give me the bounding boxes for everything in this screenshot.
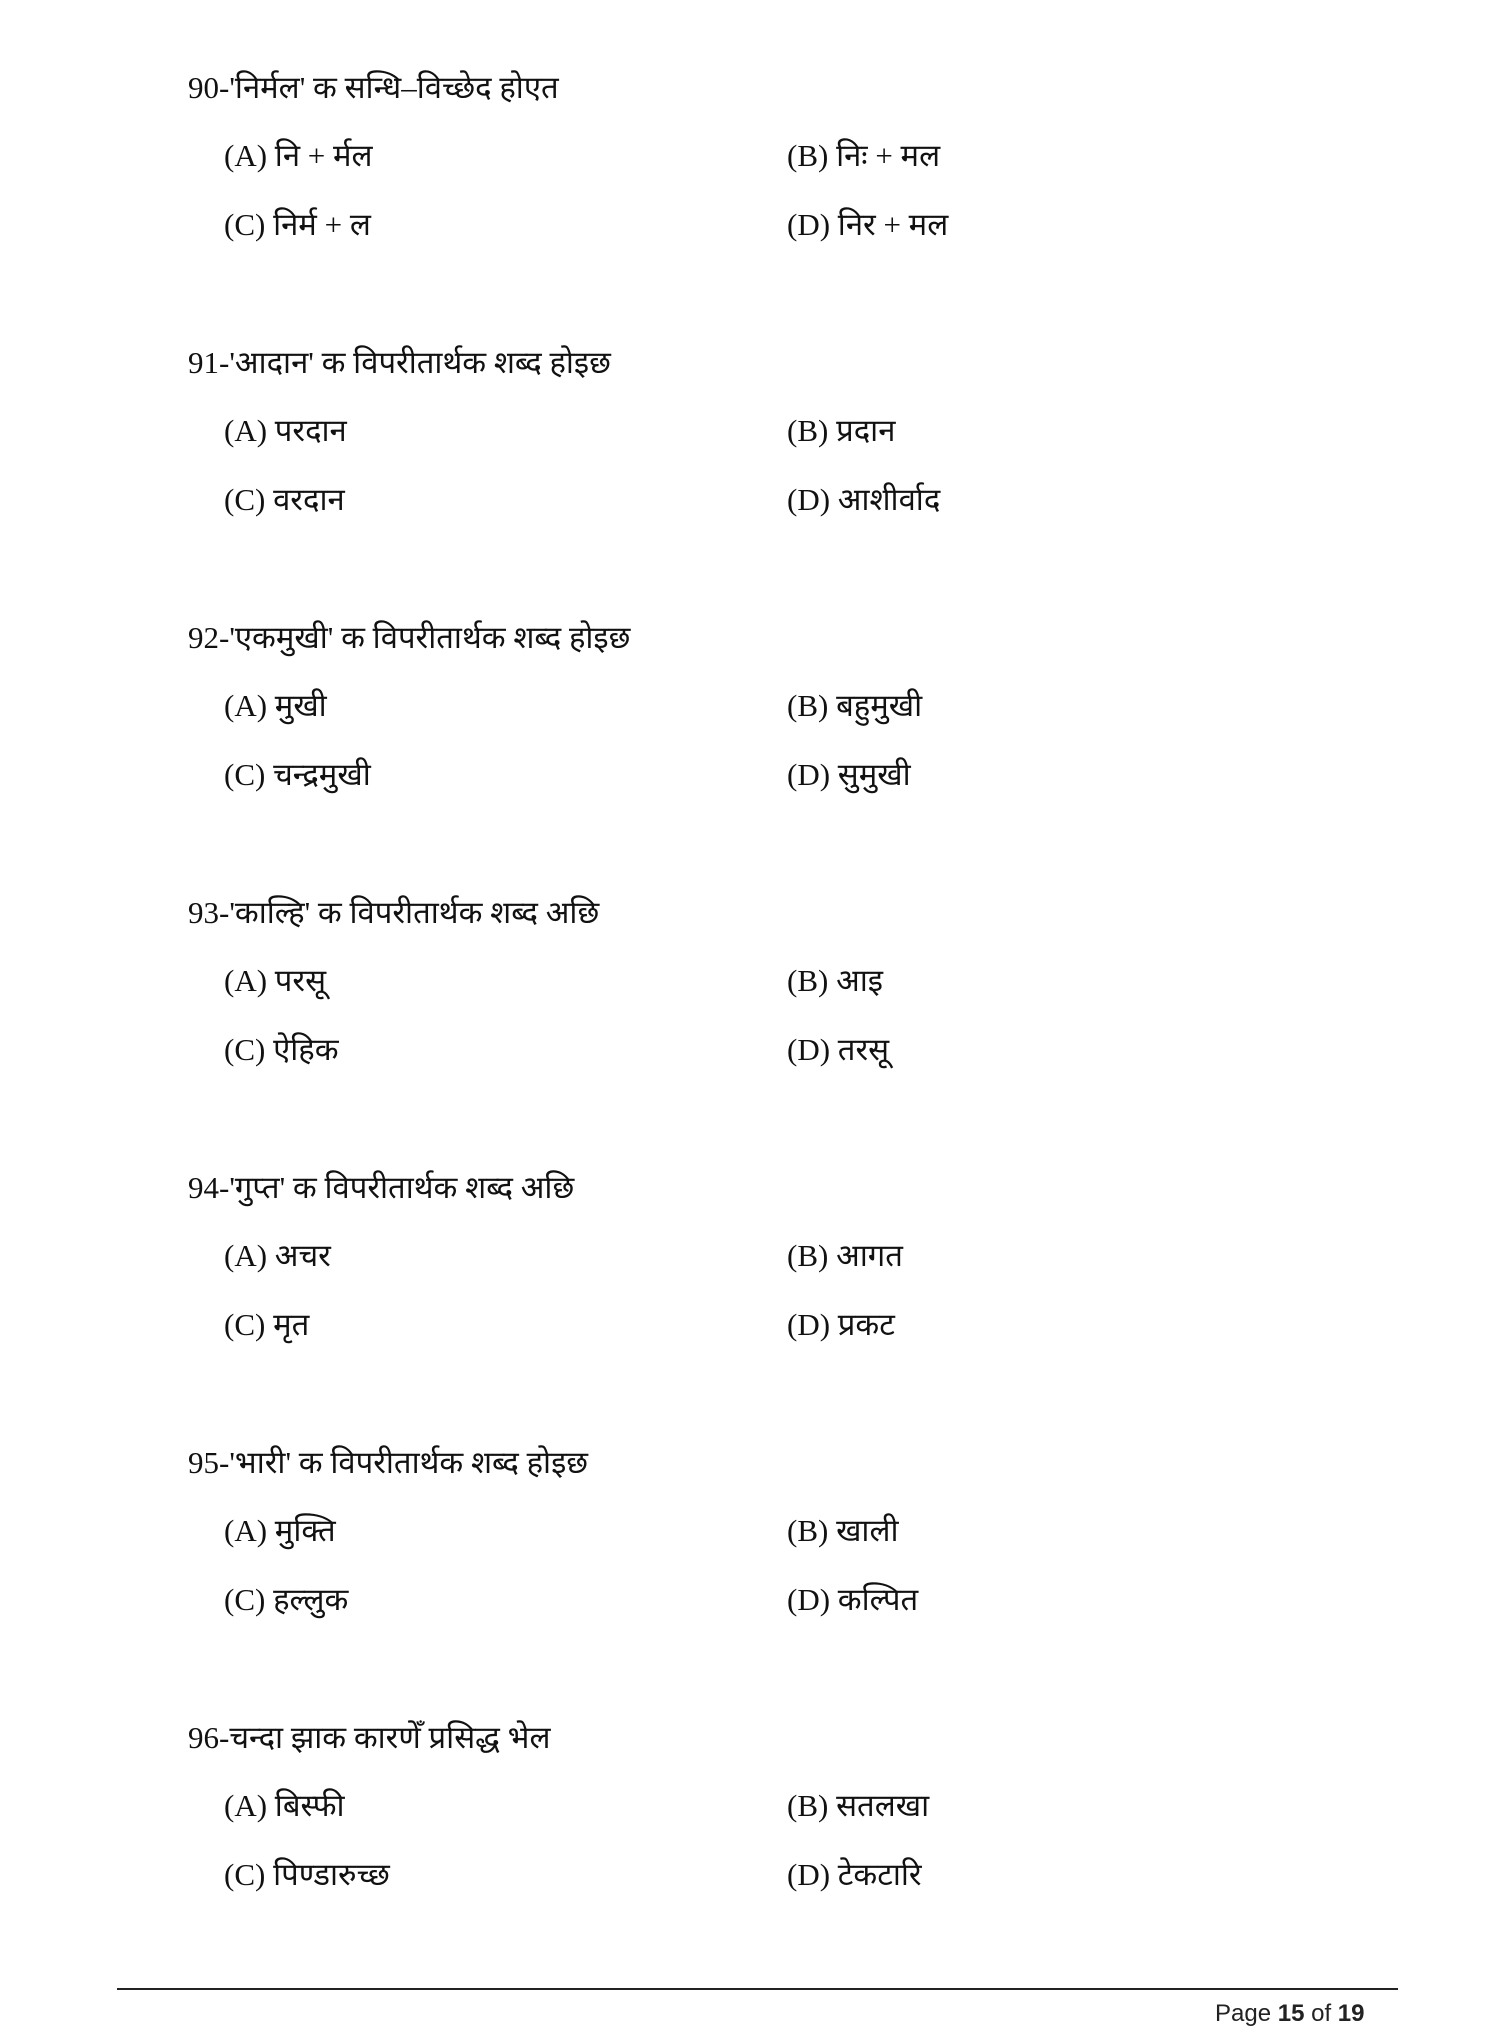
option-b: (B) सतलखा [787, 1788, 930, 1823]
total-pages: 19 [1337, 2000, 1365, 2027]
question-stem: 91-'आदान' क विपरीतार्थक शब्द होइछ [188, 345, 611, 380]
option-d: (D) तरसू [787, 1032, 890, 1067]
option-a: (A) मुखी [224, 688, 327, 723]
question-91 [188, 343, 1388, 583]
option-b: (B) खाली [787, 1513, 899, 1548]
question-93 [188, 893, 1388, 1133]
option-d: (D) आशीर्वाद [787, 482, 941, 517]
question-stem: 93-'काल्हि' क विपरीतार्थक शब्द अछि [188, 895, 600, 930]
question-stem: 96-चन्दा झाक कारणेँ प्रसिद्ध भेल [188, 1720, 551, 1755]
option-a: (A) मुक्ति [224, 1513, 336, 1548]
question-stem: 92-'एकमुखी' क विपरीतार्थक शब्द होइछ [188, 620, 631, 655]
footer-divider [117, 1988, 1398, 1990]
option-d: (D) कल्पित [787, 1582, 919, 1617]
option-b: (B) आइ [787, 963, 883, 998]
question-94 [188, 1168, 1388, 1408]
question-95 [188, 1443, 1388, 1683]
question-stem: 95-'भारी' क विपरीतार्थक शब्द होइछ [188, 1445, 589, 1480]
question-92 [188, 618, 1388, 858]
option-c: (C) हल्लुक [224, 1582, 349, 1617]
option-c: (C) ऐहिक [224, 1032, 339, 1067]
page-number [1215, 2000, 1364, 2028]
option-c: (C) निर्म + ल [224, 207, 371, 242]
option-b: (B) निः + मल [787, 138, 941, 173]
option-d: (D) सुमुखी [787, 757, 911, 792]
current-page: 15 [1277, 2000, 1305, 2027]
option-a: (A) अचर [224, 1238, 331, 1273]
option-a: (A) नि + र्मल [224, 138, 373, 173]
option-c: (C) चन्द्रमुखी [224, 757, 371, 792]
option-c: (C) वरदान [224, 482, 345, 517]
option-a: (A) बिस्फी [224, 1788, 345, 1823]
question-96 [188, 1718, 1388, 1958]
option-d: (D) टेकटारि [787, 1857, 922, 1892]
question-stem: 94-'गुप्त' क विपरीतार्थक शब्द अछि [188, 1170, 575, 1205]
option-b: (B) बहुमुखी [787, 688, 923, 723]
option-a: (A) परदान [224, 413, 347, 448]
of-label: of [1304, 2000, 1338, 2027]
question-stem: 90-'निर्मल' क सन्धि–विच्छेद होएत [188, 70, 559, 105]
option-b: (B) प्रदान [787, 413, 896, 448]
question-90 [188, 68, 1388, 308]
option-b: (B) आगत [787, 1238, 903, 1273]
option-c: (C) मृत [224, 1307, 310, 1342]
option-a: (A) परसू [224, 963, 327, 998]
option-c: (C) पिण्डारुच्छ [224, 1857, 390, 1892]
option-d: (D) प्रकट [787, 1307, 895, 1342]
option-d: (D) निर + मल [787, 207, 949, 242]
page-label: Page [1215, 2000, 1278, 2027]
